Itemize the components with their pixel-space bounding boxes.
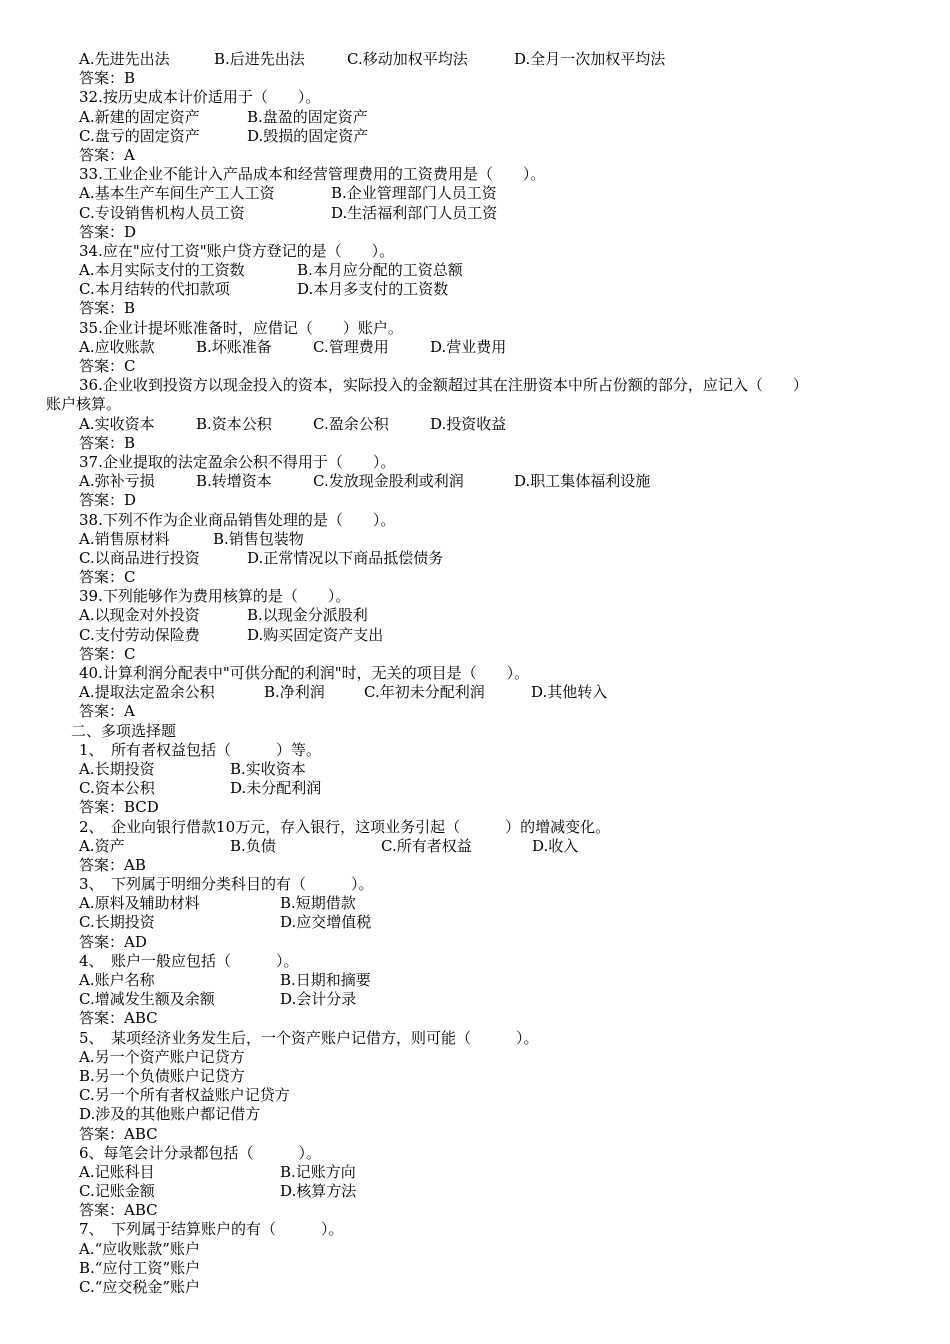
text-segment: C.以商品进行投资 — [79, 548, 200, 567]
text-segment: B.资本公积 — [196, 414, 272, 433]
text-segment: 37.企业提取的法定盈余公积不得用于（ ）。 — [79, 452, 396, 471]
text-segment: A.提取法定盈余公积 — [79, 683, 215, 702]
text-line — [0, 837, 950, 856]
text-line — [0, 1144, 950, 1163]
text-segment: A.记账科目 — [79, 1162, 155, 1181]
text-segment: D.涉及的其他账户都记借方 — [79, 1105, 261, 1124]
text-line — [0, 357, 950, 376]
text-segment: A.弥补亏损 — [79, 472, 155, 491]
text-line — [0, 1009, 950, 1028]
text-line — [0, 952, 950, 971]
text-segment: 答案：C — [79, 568, 136, 587]
text-segment: 账户核算。 — [46, 395, 122, 414]
text-segment: 40.计算利润分配表中"可供分配的利润"时，无关的项目是（ ）。 — [79, 664, 530, 682]
text-segment: 35.企业计提坏账准备时，应借记（ ）账户。 — [79, 318, 403, 337]
text-line — [0, 184, 950, 203]
text-line — [0, 875, 950, 894]
text-segment: C.增减发生额及余额 — [79, 990, 215, 1009]
text-line — [0, 626, 950, 645]
text-segment: 答案：C — [79, 357, 136, 375]
text-line — [0, 511, 950, 530]
text-segment: A.原料及辅助材料 — [79, 894, 200, 913]
text-line — [0, 856, 950, 875]
text-line — [0, 798, 950, 817]
text-line — [0, 1182, 950, 1201]
text-segment: C.年初未分配利润 — [364, 683, 485, 702]
text-segment: D.收入 — [532, 836, 579, 855]
text-line — [0, 1240, 950, 1259]
text-segment: B.负债 — [230, 836, 276, 855]
text-line — [0, 990, 950, 1009]
text-segment: D.投资收益 — [430, 414, 507, 433]
text-segment: B.后进先出法 — [214, 50, 305, 68]
text-segment: C.“应交税金”账户 — [79, 1278, 201, 1296]
text-line — [0, 472, 950, 491]
text-segment: C.资本公积 — [79, 779, 155, 798]
text-segment: A.以现金对外投资 — [79, 606, 200, 625]
text-segment: D.毁损的固定资产 — [247, 126, 369, 145]
text-line — [0, 395, 950, 414]
text-line — [0, 1105, 950, 1124]
text-segment: B.盘盈的固定资产 — [247, 107, 368, 126]
text-line — [0, 818, 950, 837]
text-line — [0, 242, 950, 261]
text-segment: C.盘亏的固定资产 — [79, 126, 200, 145]
text-segment: C.盈余公积 — [313, 414, 389, 433]
text-segment: B.本月应分配的工资总额 — [297, 261, 463, 280]
text-segment: 答案：ABC — [79, 1009, 158, 1028]
text-line — [0, 683, 950, 702]
text-line — [0, 50, 950, 69]
text-line — [0, 434, 950, 453]
text-segment: 答案：C — [79, 644, 136, 663]
text-segment: B.另一个负债账户记贷方 — [79, 1066, 245, 1085]
text-segment: 33.工业企业不能计入产品成本和经营管理费用的工资费用是（ ）。 — [79, 165, 546, 184]
text-segment: 36.企业收到投资方以现金投入的资本，实际投入的金额超过其在注册资本中所占份额的部分，应记入（ ） — [79, 376, 808, 395]
text-segment: A.应收账款 — [79, 337, 155, 356]
text-segment: D.本月多支付的工资数 — [297, 280, 449, 299]
text-line — [0, 1067, 950, 1086]
text-segment: C.本月结转的代扣款项 — [79, 280, 230, 299]
text-line — [0, 530, 950, 549]
text-segment: 答案：B — [79, 299, 136, 318]
text-segment: A.销售原材料 — [79, 529, 170, 548]
text-segment: D.生活福利部门人员工资 — [331, 203, 498, 222]
text-segment: C.专设销售机构人员工资 — [79, 203, 245, 222]
text-segment: B.净利润 — [264, 683, 325, 702]
text-segment: 1、 所有者权益包括（ ）等。 — [79, 740, 322, 759]
text-line — [0, 1163, 950, 1182]
text-line — [0, 165, 950, 184]
text-segment: 32.按历史成本计价适用于（ ）。 — [79, 88, 321, 107]
text-segment: 2、 企业向银行借款10万元，存入银行，这项业务引起（ ）的增减变化。 — [79, 817, 611, 836]
text-segment: C.另一个所有者权益账户记贷方 — [79, 1086, 290, 1105]
text-line — [0, 1201, 950, 1220]
text-segment: 4、 账户一般应包括（ ）。 — [79, 951, 299, 970]
text-segment: D.正常情况以下商品抵偿债务 — [247, 548, 444, 567]
text-line — [0, 319, 950, 338]
text-segment: A.“应收账款”账户 — [79, 1239, 200, 1258]
text-segment: C.所有者权益 — [381, 836, 472, 855]
text-segment: A.长期投资 — [79, 759, 155, 778]
text-line — [0, 261, 950, 280]
text-segment: 3、 下列属于明细分类科目的有（ ）。 — [79, 875, 374, 894]
text-segment: C.记账金额 — [79, 1182, 155, 1201]
text-segment: 答案：A — [79, 145, 135, 164]
text-line — [0, 913, 950, 932]
text-line — [0, 549, 950, 568]
text-segment: A.实收资本 — [79, 414, 155, 433]
text-line — [0, 1220, 950, 1239]
text-segment: A.先进先出法 — [79, 50, 170, 68]
text-line — [0, 722, 950, 741]
text-line — [0, 299, 950, 318]
text-line — [0, 1029, 950, 1048]
text-line — [0, 606, 950, 625]
text-line — [0, 779, 950, 798]
text-line — [0, 971, 950, 990]
text-segment: A.账户名称 — [79, 971, 155, 989]
text-line — [0, 933, 950, 952]
text-segment: B.转增资本 — [196, 472, 272, 491]
text-line — [0, 664, 950, 683]
text-segment: A.资产 — [79, 836, 125, 855]
text-line — [0, 88, 950, 107]
text-segment: A.基本生产车间生产工人工资 — [79, 184, 275, 203]
text-segment: B.短期借款 — [280, 894, 356, 913]
text-segment: 答案：AB — [79, 855, 146, 874]
text-segment: D.应交增值税 — [280, 913, 372, 932]
text-segment: D.其他转入 — [531, 683, 608, 702]
text-line — [0, 741, 950, 760]
text-segment: D.核算方法 — [280, 1182, 357, 1201]
text-segment: B.记账方向 — [280, 1162, 356, 1181]
text-segment: D.未分配利润 — [230, 779, 322, 798]
text-segment: C.移动加权平均法 — [347, 50, 468, 68]
text-segment: B.实收资本 — [230, 759, 306, 778]
text-line — [0, 894, 950, 913]
text-segment: A.本月实际支付的工资数 — [79, 261, 245, 280]
text-segment: 34.应在"应付工资"账户贷方登记的是（ ）。 — [79, 241, 395, 260]
text-segment: 答案：B — [79, 433, 136, 452]
text-line — [0, 415, 950, 434]
text-line — [0, 146, 950, 165]
text-line — [0, 108, 950, 127]
text-line — [0, 1048, 950, 1067]
text-segment: 答案：A — [79, 702, 135, 721]
text-line — [0, 1125, 950, 1144]
text-segment: D.职工集体福利设施 — [514, 472, 651, 491]
text-segment: B.以现金分派股利 — [247, 606, 368, 625]
text-segment: 6、每笔会计分录都包括（ ）。 — [79, 1143, 322, 1162]
text-segment: 39.下列能够作为费用核算的是（ ）。 — [79, 587, 351, 606]
exam-question-list — [0, 50, 950, 1297]
text-segment: 答案：AD — [79, 932, 147, 951]
text-segment: B.日期和摘要 — [280, 971, 371, 989]
text-line — [0, 69, 950, 88]
text-segment: 答案：ABC — [79, 1124, 158, 1143]
text-segment: 答案：BCD — [79, 798, 159, 817]
text-segment: B.坏账准备 — [196, 337, 272, 356]
text-segment: D.会计分录 — [280, 990, 357, 1009]
text-segment: B.“应付工资”账户 — [79, 1258, 201, 1277]
text-segment: 38.下列不作为企业商品销售处理的是（ ）。 — [79, 510, 396, 529]
text-segment: B.企业管理部门人员工资 — [331, 184, 497, 203]
text-line — [0, 1086, 950, 1105]
text-segment: 二、多项选择题 — [71, 721, 177, 740]
text-segment: D.全月一次加权平均法 — [514, 50, 666, 68]
text-segment: A.另一个资产账户记贷方 — [79, 1047, 245, 1066]
text-line — [0, 587, 950, 606]
text-line — [0, 204, 950, 223]
text-line — [0, 338, 950, 357]
text-segment: B.销售包装物 — [213, 529, 304, 548]
text-segment: 7、 下列属于结算账户的有（ ）。 — [79, 1220, 344, 1239]
text-line — [0, 1259, 950, 1278]
text-segment: 答案：D — [79, 491, 137, 510]
text-segment: D.购买固定资产支出 — [247, 625, 384, 644]
text-segment: C.管理费用 — [313, 337, 389, 356]
text-line — [0, 760, 950, 779]
text-segment: A.新建的固定资产 — [79, 107, 200, 126]
text-line — [0, 376, 950, 395]
text-line — [0, 491, 950, 510]
text-segment: 5、 某项经济业务发生后，一个资产账户记借方，则可能（ ）。 — [79, 1028, 539, 1047]
text-line — [0, 280, 950, 299]
text-line — [0, 453, 950, 472]
text-line — [0, 645, 950, 664]
text-line — [0, 568, 950, 587]
text-line — [0, 1278, 950, 1297]
text-segment: 答案：ABC — [79, 1201, 158, 1220]
text-segment: C.长期投资 — [79, 913, 155, 932]
text-segment: 答案：B — [79, 69, 136, 88]
text-segment: C.支付劳动保险费 — [79, 625, 200, 644]
text-segment: C.发放现金股利或利润 — [313, 472, 464, 491]
text-line — [0, 702, 950, 721]
text-line — [0, 127, 950, 146]
text-segment: 答案：D — [79, 222, 137, 241]
text-segment: D.营业费用 — [430, 337, 507, 356]
text-line — [0, 223, 950, 242]
